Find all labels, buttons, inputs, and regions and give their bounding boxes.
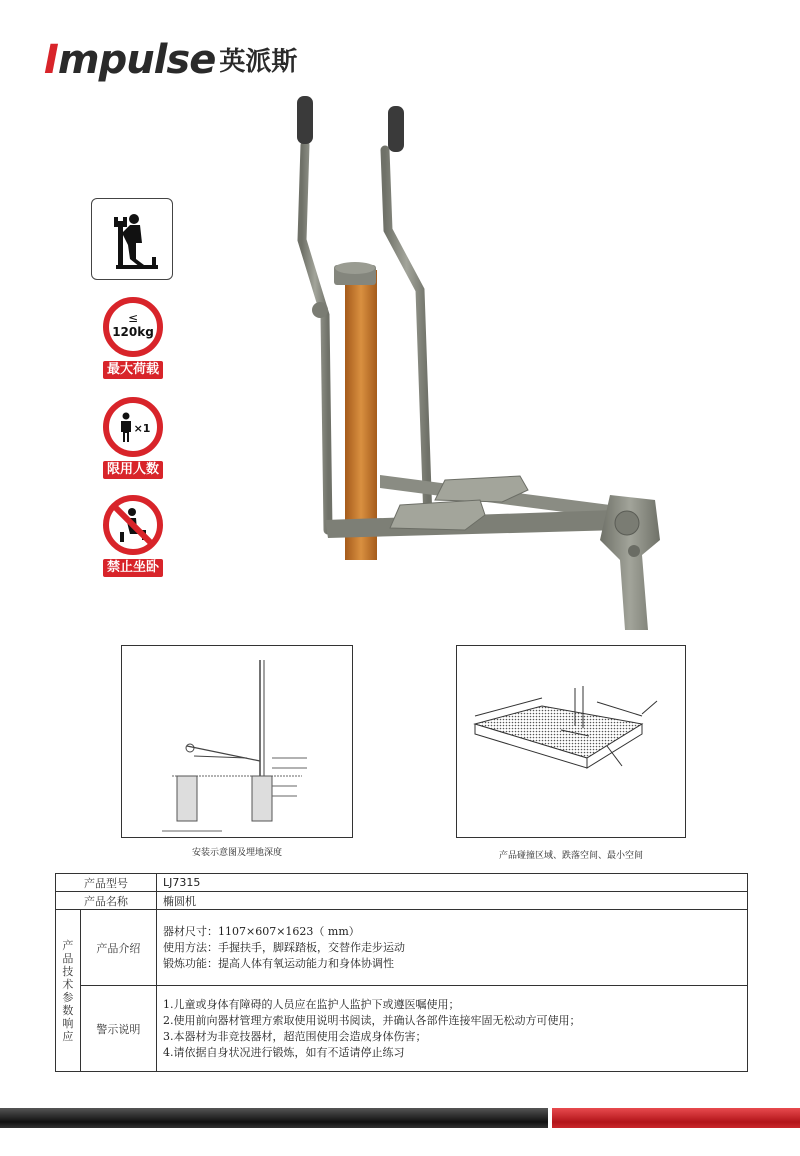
brand-name-cn: 英派斯 [219, 47, 298, 77]
svg-text:120kg: 120kg [112, 325, 154, 339]
brand-logo [44, 38, 297, 82]
user-limit-label: 限用人数 [103, 461, 163, 479]
collision-area-drawing [457, 646, 685, 837]
model-row [56, 874, 748, 892]
warning-content [157, 986, 748, 1072]
no-sitting-label: 禁止坐卧 [103, 559, 163, 577]
collision-area-caption: 产品碰撞区域、跌落空间、最小空间 [498, 851, 643, 861]
installation-caption: 安装示意图及埋地深度 [191, 848, 282, 858]
one-person-icon [102, 396, 164, 458]
collision-area-diagram [456, 645, 686, 838]
intro-content [157, 910, 748, 986]
model-value: LJ7315 [157, 874, 748, 892]
spec-table [55, 873, 748, 1072]
brand-name-en: Impulse [44, 37, 216, 83]
warning-line: 2.使用前向器材管理方索取使用说明书阅读，并确认各部件连接牢固无松动方可使用； [163, 1013, 581, 1027]
elliptical-trainer-illustration [270, 90, 690, 650]
usage-pictogram [91, 198, 173, 280]
tech-params-group-label: 产品技术参数响应 [56, 910, 81, 1072]
intro-line: 使用方法：手握扶手，脚踩踏板，交替作走步运动 [163, 940, 405, 954]
no-sitting-warning [98, 494, 168, 577]
intro-row [56, 910, 748, 986]
installation-diagram [121, 645, 353, 838]
intro-line: 器材尺寸：1107×607×1623（ mm） [163, 924, 360, 938]
warning-line: 4.请依据自身状况进行锻炼，如有不适请停止练习 [163, 1045, 405, 1059]
max-load-label: 最大荷载 [103, 361, 163, 379]
user-limit-warning [98, 396, 168, 479]
warning-row [56, 986, 748, 1072]
footer-bar-dark [0, 1108, 548, 1128]
no-sitting-icon [102, 494, 164, 556]
svg-text:≤: ≤ [127, 311, 139, 325]
warning-label: 警示说明 [80, 986, 156, 1072]
svg-text:×1: ×1 [133, 422, 151, 435]
elliptical-user-icon [92, 199, 172, 279]
warning-line: 1.儿童或身体有障碍的人员应在监护人监护下或遵医嘱使用； [163, 997, 460, 1011]
name-row [56, 892, 748, 910]
name-value: 椭圆机 [157, 892, 748, 910]
max-load-icon [102, 296, 164, 358]
intro-line: 锻炼功能：提高人体有氧运动能力和身体协调性 [163, 956, 394, 970]
max-load-warning [98, 296, 168, 379]
footer-bar-red [552, 1108, 800, 1128]
intro-label: 产品介绍 [80, 910, 156, 986]
warning-line: 3.本器材为非竞技器材，超范围使用会造成身体伤害； [163, 1029, 427, 1043]
model-label: 产品型号 [56, 874, 157, 892]
name-label: 产品名称 [56, 892, 157, 910]
installation-drawing [122, 646, 352, 837]
